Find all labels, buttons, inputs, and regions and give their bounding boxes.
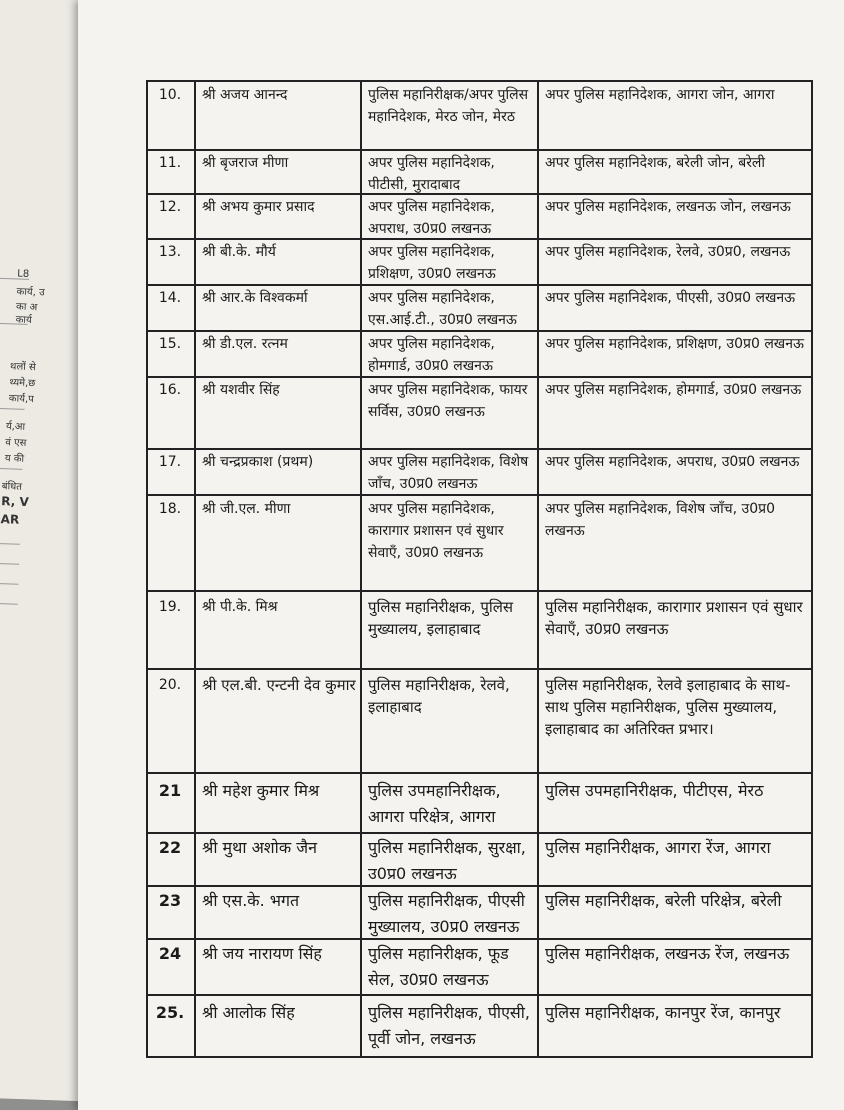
current-post: पुलिस महानिरीक्षक, पीएसी, पूर्वी जोन, लखनऊ (368, 1003, 530, 1048)
underlying-text: बंधित (1, 481, 23, 493)
officer-name: श्री जी.एल. मीणा (202, 501, 291, 517)
underlying-text: कार्य (15, 314, 32, 327)
underlying-rule (0, 602, 18, 605)
column-divider (360, 80, 362, 1058)
new-post: पुलिस महानिरीक्षक, कारागार प्रशासन एवं सुधार सेवाएँ, उ0प्र0 लखनऊ (545, 598, 803, 638)
current-post: अपर पुलिस महानिदेशक, विशेष जाँच, उ0प्र0 लखनऊ (368, 454, 529, 492)
current-post: पुलिस महानिरीक्षक, पीएसी मुख्यालय, उ0प्र0 लखनऊ (368, 891, 525, 936)
officer-name: श्री एल.बी. एन्टनी देव कुमार (202, 676, 356, 694)
serial-number: 25. (155, 1003, 185, 1022)
underlying-rule (0, 467, 22, 470)
officer-name: श्री एस.के. भगत (202, 891, 300, 910)
underlying-text: थ्यमे,छ (9, 377, 36, 390)
table-border-right (811, 80, 813, 1058)
serial-number: 10. (158, 87, 182, 103)
underlying-text: R, V (1, 494, 30, 510)
transfer-table (146, 80, 813, 1058)
column-divider (537, 80, 539, 1058)
officer-name: श्री पी.के. मिश्र (202, 599, 278, 615)
underlying-text: थलों से (9, 361, 36, 374)
underlying-text: वं एस (5, 437, 27, 449)
current-post: अपर पुलिस महानिदेशक, पीटीसी, मुरादाबाद (368, 155, 495, 193)
serial-number: 11. (158, 155, 182, 171)
officer-name: श्री अभय कुमार प्रसाद (202, 199, 315, 215)
officer-name: श्री आर.के विश्वकर्मा (202, 290, 308, 306)
officer-name: श्री चन्द्रप्रकाश (प्रथम) (202, 454, 314, 470)
serial-number: 24 (158, 944, 182, 963)
row-divider (146, 668, 813, 670)
document-page (78, 0, 844, 1110)
underlying-text: L8 (17, 268, 30, 280)
officer-name: श्री जय नारायण सिंह (202, 944, 322, 963)
current-post: पुलिस महानिरीक्षक, रेलवे, इलाहाबाद (368, 676, 510, 716)
officer-name: श्री मुथा अशोक जैन (202, 838, 317, 857)
column-divider (194, 80, 196, 1058)
new-post: पुलिस महानिरीक्षक, आगरा रेंज, आगरा (545, 838, 771, 857)
current-post: पुलिस महानिरीक्षक/अपर पुलिस महानिदेशक, मेरठ जोन, मेरठ (368, 87, 529, 125)
officer-name: श्री बी.के. मौर्य (202, 244, 276, 260)
new-post: पुलिस महानिरीक्षक, लखनऊ रेंज, लखनऊ (545, 944, 790, 963)
serial-number: 14. (158, 290, 182, 306)
current-post: अपर पुलिस महानिदेशक, फायर सर्विस, उ0प्र0 लखनऊ (368, 382, 528, 420)
new-post: अपर पुलिस महानिदेशक, होमगार्ड, उ0प्र0 लखनऊ (545, 382, 802, 398)
serial-number: 23 (158, 891, 182, 910)
current-post: पुलिस महानिरीक्षक, पुलिस मुख्यालय, इलाहाबाद (368, 598, 514, 638)
serial-number: 13. (158, 244, 182, 260)
officer-name: श्री महेश कुमार मिश्र (202, 781, 320, 800)
underlying-text: य की (4, 453, 25, 465)
officer-name: श्री डी.एल. रत्नम (202, 336, 288, 352)
officer-name: श्री आलोक सिंह (202, 1003, 295, 1022)
underlying-rule (0, 562, 19, 565)
new-post: पुलिस उपमहानिरीक्षक, पीटीएस, मेरठ (545, 781, 764, 800)
row-divider (146, 80, 813, 82)
officer-name: श्री यशवीर सिंह (202, 382, 280, 398)
serial-number: 22 (158, 838, 182, 857)
new-post: अपर पुलिस महानिदेशक, रेलवे, उ0प्र0, लखनऊ (545, 244, 791, 260)
underlying-rule (0, 582, 18, 585)
current-post: अपर पुलिस महानिदेशक, प्रशिक्षण, उ0प्र0 लखनऊ (368, 244, 496, 282)
serial-number: 16. (158, 382, 182, 398)
serial-number: 17. (158, 454, 182, 470)
new-post: अपर पुलिस महानिदेशक, आगरा जोन, आगरा (545, 87, 775, 103)
current-post: पुलिस महानिरीक्षक, सुरक्षा, उ0प्र0 लखनऊ (368, 838, 526, 883)
new-post: अपर पुलिस महानिदेशक, विशेष जाँच, उ0प्र0 लखनऊ (545, 501, 775, 539)
new-post: पुलिस महानिरीक्षक, रेलवे इलाहाबाद के साथ-साथ पुलिस महानिरीक्षक, पुलिस मुख्यालय, इलाहाबाद का अतिरिक्त प्रभार। (545, 676, 791, 738)
serial-number: 12. (158, 199, 182, 215)
new-post: अपर पुलिस महानिदेशक, पीएसी, उ0प्र0 लखनऊ (545, 290, 796, 306)
serial-number: 19. (158, 599, 182, 615)
underlying-text: का अ (15, 301, 38, 314)
row-divider (146, 994, 813, 996)
current-post: पुलिस उपमहानिरीक्षक, आगरा परिक्षेत्र, आगरा (368, 781, 501, 826)
underlying-rule (0, 542, 20, 545)
row-divider (146, 832, 813, 834)
row-divider (146, 590, 813, 592)
current-post: अपर पुलिस महानिदेशक, कारागार प्रशासन एवं सुधार सेवाएँ, उ0प्र0 लखनऊ (368, 501, 504, 561)
officer-name: श्री अजय आनन्द (202, 87, 288, 103)
row-divider (146, 772, 813, 774)
serial-number: 15. (158, 336, 182, 352)
current-post: पुलिस महानिरीक्षक, फूड सेल, उ0प्र0 लखनऊ (368, 944, 509, 989)
underlying-text: कार्य,प (8, 393, 35, 406)
underlying-text: र्य,आ (5, 421, 26, 433)
current-post: अपर पुलिस महानिदेशक, अपराध, उ0प्र0 लखनऊ (368, 199, 495, 237)
underlying-text: AR (0, 512, 20, 527)
row-divider (146, 448, 813, 450)
table-border-bottom (146, 1056, 813, 1058)
current-post: अपर पुलिस महानिदेशक, होमगार्ड, उ0प्र0 लखनऊ (368, 336, 495, 374)
serial-number: 21 (158, 781, 182, 800)
current-post: अपर पुलिस महानिदेशक, एस.आई.टी., उ0प्र0 लखनऊ (368, 290, 517, 328)
underlying-text: कार्य, उ (16, 286, 45, 299)
serial-number: 18. (158, 501, 182, 517)
new-post: अपर पुलिस महानिदेशक, लखनऊ जोन, लखनऊ (545, 199, 791, 215)
serial-number: 20. (158, 677, 182, 693)
row-divider (146, 149, 813, 151)
new-post: पुलिस महानिरीक्षक, कानपुर रेंज, कानपुर (545, 1003, 781, 1022)
new-post: अपर पुलिस महानिदेशक, प्रशिक्षण, उ0प्र0 लखनऊ (545, 336, 805, 352)
new-post: अपर पुलिस महानिदेशक, अपराध, उ0प्र0 लखनऊ (545, 454, 800, 470)
new-post: पुलिस महानिरीक्षक, बरेली परिक्षेत्र, बरेली (545, 891, 782, 910)
officer-name: श्री बृजराज मीणा (202, 155, 289, 171)
underlying-rule (0, 407, 25, 410)
new-post: अपर पुलिस महानिदेशक, बरेली जोन, बरेली (545, 155, 766, 171)
